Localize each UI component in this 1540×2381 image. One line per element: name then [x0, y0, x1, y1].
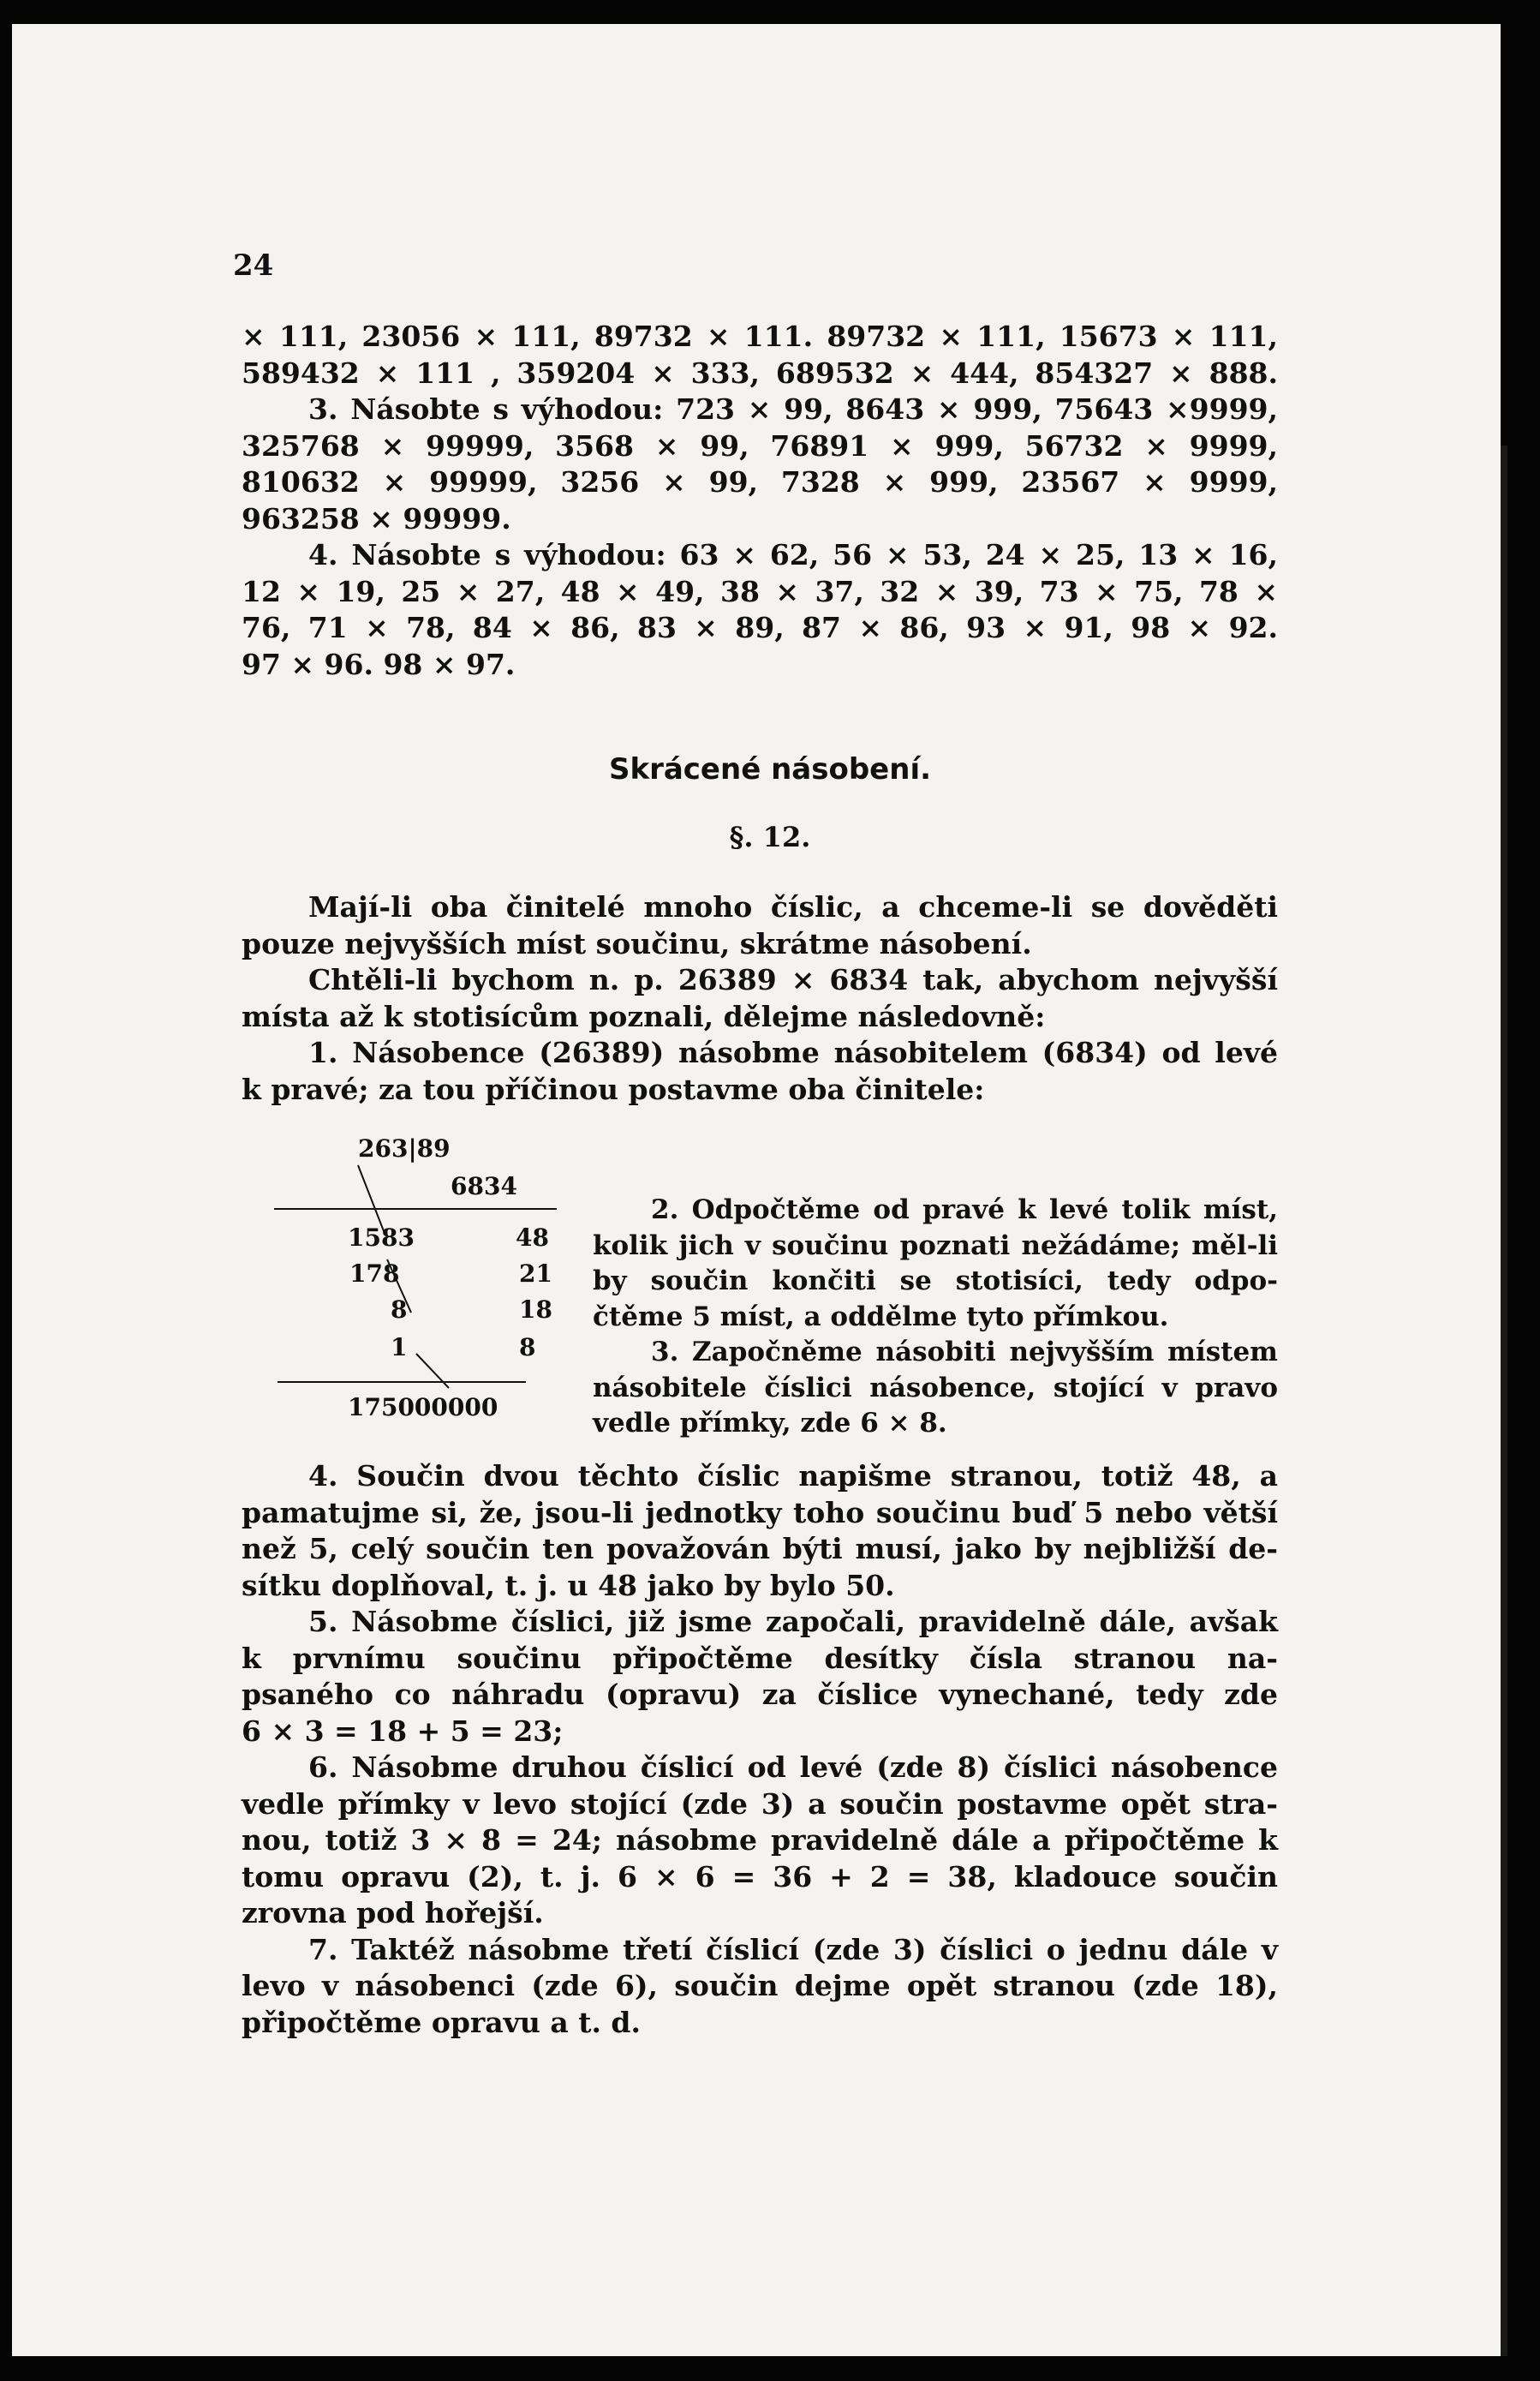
text-line: než 5, celý součin ten považován býti musí, jako by nejbližší de- [242, 1532, 1278, 1565]
steps-4-7 [242, 1458, 1278, 2041]
scheme-bottom-rule [278, 1381, 526, 1383]
text-line: 4. Součin dvou těchto číslic napišme stranou, totiž 48, a [308, 1459, 1278, 1493]
text-line: místa až k stotisícům poznali, dělejme následovně: [242, 999, 1046, 1033]
scheme-row-left: 178 [349, 1259, 400, 1288]
text-line: 7. Taktéž násobme třetí číslicí (zde 3) číslici o jednu dále v [308, 1932, 1278, 1966]
text-line: tomu opravu (2), t. j. 6 × 6 = 36 + 2 = 38, kladouce součin [242, 1859, 1278, 1893]
text-line: 963258 × 99999. [242, 501, 511, 535]
text-line: 3. Započněme násobiti nejvyšším místem [651, 1337, 1278, 1367]
text-line: 325768 × 99999, 3568 × 99, 76891 × 999, 56732 × 9999, [242, 428, 1278, 463]
scheme-row-right: 21 [519, 1259, 552, 1288]
text-line: 76, 71 × 78, 84 × 86, 83 × 89, 87 × 86, 93 × 91, 98 × 92. [242, 611, 1278, 644]
steps-2-3 [593, 1193, 1278, 1442]
scheme-row-right: 8 [519, 1333, 536, 1361]
multiplication-scheme [257, 1131, 565, 1457]
text-line: násobitele číslici násobence, stojící v pravo [593, 1372, 1278, 1403]
text-line: 3. Násobte s výhodou: 723 × 99, 8643 × 999, 75643 ×9999, [308, 392, 1278, 426]
text-line: 97 × 96. 98 × 97. [242, 647, 516, 681]
text-line: 810632 × 99999, 3256 × 99, 7328 × 999, 23567 × 9999, [242, 465, 1278, 499]
text-line: 5. Násobme číslici, již jsme započali, pravidelně dále, avšak [308, 1605, 1278, 1638]
scheme-row-left: 8 [391, 1295, 408, 1324]
text-line: 4. Násobte s výhodou: 63 × 62, 56 × 53, 24 × 25, 13 × 16, [308, 538, 1278, 571]
text-line: 589432 × 111 , 359204 × 333, 689532 × 444, 854327 × 888. [242, 356, 1278, 390]
exercise-3 [242, 392, 1278, 537]
text-line: Mají-li oba činitelé mnoho číslic, a chceme-li se dověděti [308, 890, 1278, 924]
text-line: pamatujme si, že, jsou-li jednotky toho součinu buď 5 nebo větší [242, 1495, 1278, 1529]
text-line: Chtěli-li bychom n. p. 26389 × 6834 tak, abychom nejvyšší [308, 963, 1278, 996]
scheme-multiplicand: 263|89 [358, 1134, 451, 1163]
text-line: psaného co náhradu (opravu) za číslice vynechané, tedy zde [242, 1678, 1278, 1711]
text-line: nou, totiž 3 × 8 = 24; násobme pravidelně dále a připočtěme k [242, 1823, 1278, 1857]
scheme-multiplier: 6834 [451, 1172, 517, 1200]
text-line: zrovna pod hořejší. [242, 1896, 544, 1929]
paragraph-intro [242, 889, 1278, 1108]
text-line: čtěme 5 míst, a oddělme tyto přímkou. [593, 1301, 1169, 1332]
text-line: 6 × 3 = 18 + 5 = 23; [242, 1714, 564, 1748]
scheme-top-rule [274, 1208, 557, 1210]
text-line: 2. Odpočtěme od pravé k levé tolik míst, [651, 1194, 1278, 1225]
text-line: pouze nejvyšších míst součinu, skrátme násobení. [242, 926, 1032, 960]
scheme-row-right: 48 [516, 1223, 549, 1252]
section-title: Skrácené násobení. [608, 752, 932, 787]
text-line: připočtěme opravu a t. d. [242, 2005, 641, 2039]
scheme-row-right: 18 [519, 1295, 552, 1324]
text-line: 6. Násobme druhou číslicí od levé (zde 8) číslici násobence [308, 1750, 1278, 1784]
intro-exercise-list [242, 319, 1278, 392]
section-mark: §. 12. [729, 821, 811, 853]
text-line: k prvnímu součinu připočtěme desítky čísla stranou na- [242, 1641, 1278, 1675]
text-line: vedle přímky v levo stojící (zde 3) a součin postavme opět stra- [242, 1786, 1278, 1821]
text-line: 1. Násobence (26389) násobme násobitelem (6834) od levé [308, 1036, 1278, 1069]
scheme-result: 175000000 [348, 1393, 498, 1421]
scheme-row-left: 1583 [348, 1223, 415, 1252]
text-line: by součin končiti se stotisíci, tedy odpo- [593, 1265, 1278, 1296]
text-line: levo v násobenci (zde 6), součin dejme opět stranou (zde 18), [242, 1969, 1278, 2002]
text-line: vedle přímky, zde 6 × 8. [593, 1408, 947, 1439]
scheme-row-left: 1 [391, 1333, 408, 1361]
text-line: k pravé; za tou příčinou postavme oba činitele: [242, 1072, 985, 1106]
exercise-4 [242, 537, 1278, 683]
text-line: sítku doplňoval, t. j. u 48 jako by bylo 50. [242, 1568, 895, 1602]
text-line: kolik jich v součinu poznati nežádáme; měl-li [593, 1229, 1278, 1261]
page-number: 24 [233, 248, 274, 283]
text-line: × 111, 23056 × 111, 89732 × 111. 89732 × 111, 15673 × 111, [242, 320, 1278, 353]
page-edge-shadow [1501, 446, 1507, 2356]
text-line: 12 × 19, 25 × 27, 48 × 49, 38 × 37, 32 × 39, 73 × 75, 78 × [242, 574, 1278, 608]
